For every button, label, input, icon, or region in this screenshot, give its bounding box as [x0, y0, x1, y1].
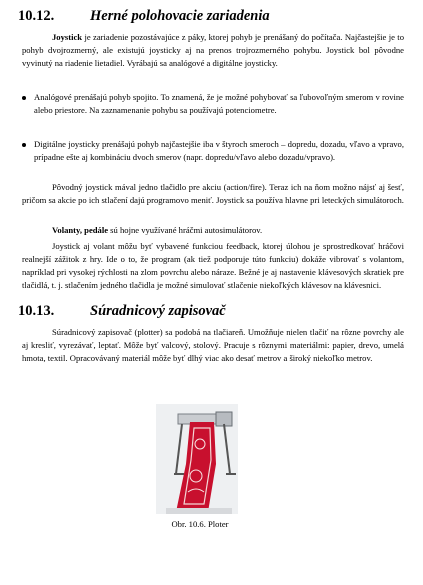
- section-title: Herné polohovacie zariadenia: [90, 8, 270, 24]
- joystick-buttons-paragraph: Pôvodný joystick mával jedno tlačidlo pre akciu (action/fire). Teraz ich na ňom možno nájsť aj šesť, pričom sa akcie po ich stlačení dajú programovo meniť. Joystick sa používa hlavne pri leteckých simulátoroch.: [22, 182, 404, 206]
- feedback-paragraph: Joystick aj volant môžu byť vybavené funkciou feedback, ktorej úlohou je sprostredkovať hráčovi realnejší zážitok z hry. Ide o to, že program (ak tiež podporuje túto funkciu) dokáže vibrovať s volantom, napríklad pri vysokej rýchlosti na zlom povrchu alebo náraze. Bežné je aj nastavenie klávesových skratiek pre tlačidlá, t. j. stlačením jedného tlačidla je možné simulovať stlačenie niekoľkých klávesov na klávesnici.: [22, 241, 404, 291]
- wheels-paragraph: [22, 224, 404, 237]
- figure-caption: Obr. 10.6. Ploter: [171, 519, 229, 529]
- section-number: 10.13.: [18, 303, 55, 319]
- wheels-text: sú hojne využívané hráčmi autosimulátorov.: [108, 225, 263, 235]
- bullet-dot-icon: [22, 143, 26, 147]
- bullet-digital: [22, 138, 404, 164]
- bullet-digital-text: Digitálne joysticky prenášajú pohyb najčastejšie iba v štyroch smeroch – dopredu, dozadu, vľavo a vpravo, prípadne ešte aj kombináciu dvoch smerov (napr. dopredu/vľavo alebo dozadu/vpravo).: [34, 139, 404, 163]
- bullet-analog: [22, 91, 404, 117]
- plotter-photo-icon: [156, 404, 238, 514]
- section-number: 10.12.: [18, 8, 55, 24]
- joystick-text: je zariadenie pozostávajúce z páky, ktorej pohyb je prenášaný do počítača. Najčastejšie je to pohyb dvojrozmerný, ale existujú joysticky aj na prenos trojrozmerného pohybu. Joystick bol pôvodne vyvinutý na riadenie lietadiel. Vyrábajú sa analógové a digitálne joysticky.: [22, 32, 404, 69]
- section-title: Súradnicový zapisovač: [90, 303, 226, 319]
- joystick-term: Joystick: [52, 32, 83, 42]
- bullet-analog-text: Analógové prenášajú pohyb spojito. To znamená, že je možné pohybovať sa ľubovoľným smerom v rovine alebo priestore. Na zaznamenanie pohybu sa používajú potenciometre.: [34, 92, 404, 116]
- bullet-dot-icon: [22, 96, 26, 100]
- joystick-paragraph: [22, 31, 404, 70]
- plotter-paragraph: Súradnicový zapisovač (plotter) sa podobá na tlačiareň. Umožňuje nielen tlačiť na rôzne povrchy ale aj kresliť, vyrezávať, leptať. Môže byť valcový, stolový. Pracuje s rôznymi materiálmi: papier, drevo, umelá hmota, textil. Opracovávaný materiál môže byť dlhý viac ako desať metrov a široký niekoľko metrov.: [22, 327, 404, 364]
- wheels-term: Volanty, pedále: [52, 225, 109, 235]
